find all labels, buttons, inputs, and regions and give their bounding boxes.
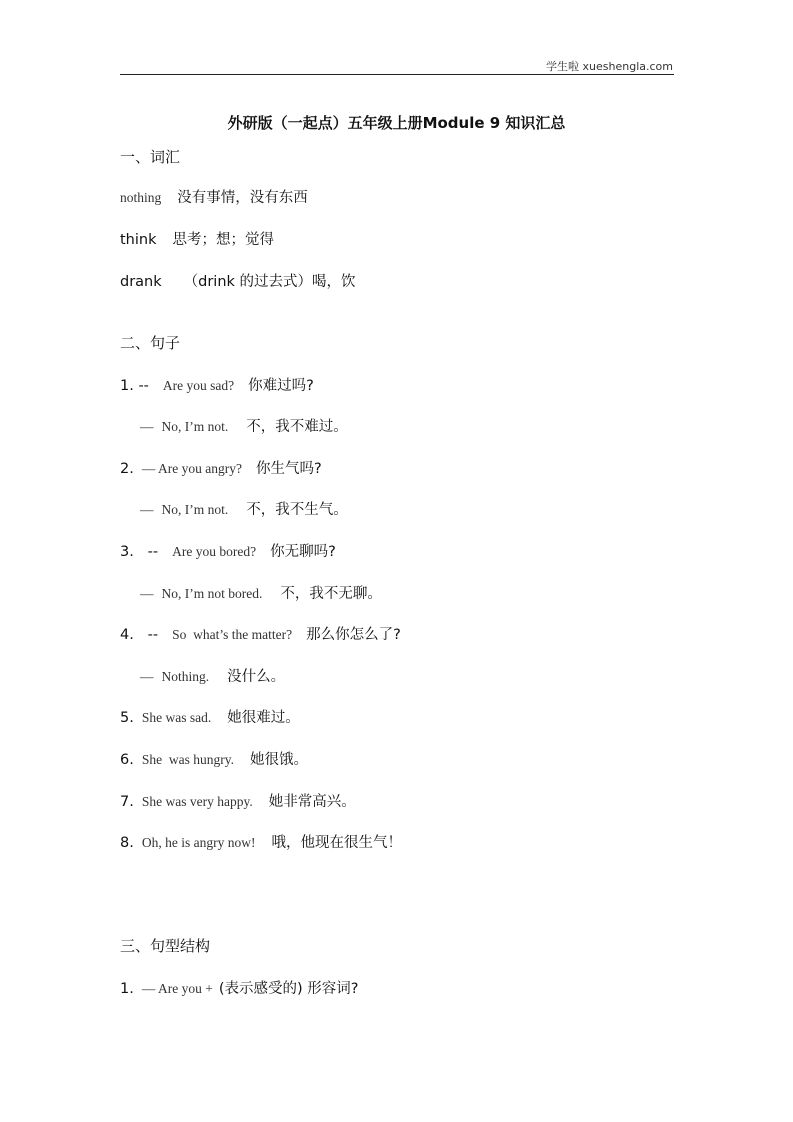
section-heading-patterns: 三、句型结构 bbox=[120, 937, 211, 955]
sentence-english: No, I’m not bored. bbox=[161, 586, 263, 601]
sentence-prefix: — bbox=[140, 586, 154, 601]
vocab-word: drank bbox=[120, 274, 162, 290]
vocab-item bbox=[120, 228, 274, 249]
sentence-prefix: — bbox=[140, 419, 154, 434]
sentence-prefix: — bbox=[140, 669, 154, 684]
sentence-chinese: 她很难过。 bbox=[227, 710, 300, 726]
sentence-chinese: 没什么。 bbox=[227, 669, 286, 685]
sentence-prefix: 6. bbox=[120, 752, 134, 768]
sentence-line bbox=[120, 457, 322, 478]
vocab-meaning: 思考；想；觉得 bbox=[172, 232, 274, 248]
section-heading-sentences: 二、句子 bbox=[120, 334, 181, 352]
sentence-chinese: 你生气吗? bbox=[255, 461, 322, 477]
vocab-word: think bbox=[120, 232, 157, 248]
sentence-chinese: 不，我不生气。 bbox=[246, 502, 348, 518]
sentence-english: No, I’m not. bbox=[161, 419, 229, 434]
vocab-meaning: 没有事情，没有东西 bbox=[177, 190, 308, 206]
sentence-prefix: 2. bbox=[120, 461, 134, 477]
sentence-chinese: 哦，他现在很生气！ bbox=[271, 835, 402, 851]
sentence-chinese: 不，我不难过。 bbox=[246, 419, 348, 435]
sentence-english: Nothing. bbox=[161, 669, 210, 684]
sentence-line bbox=[120, 374, 314, 395]
sentence-line bbox=[120, 748, 308, 769]
sentence-english: Are you bored? bbox=[172, 544, 257, 559]
sentence-chinese: 她非常高兴。 bbox=[268, 794, 356, 810]
vocab-item bbox=[120, 186, 308, 207]
section-heading-vocab: 一、词汇 bbox=[120, 148, 181, 166]
header-site-text: 学生啦 xueshengla.com bbox=[546, 60, 673, 73]
sentence-english: No, I’m not. bbox=[161, 502, 229, 517]
sentence-chinese: 你无聊吗? bbox=[270, 544, 336, 560]
pattern-line bbox=[120, 977, 358, 998]
vocab-item bbox=[120, 270, 356, 291]
sentence-chinese: 你难过吗? bbox=[248, 378, 314, 394]
header-divider bbox=[120, 74, 674, 75]
sentence-line bbox=[140, 415, 348, 436]
sentence-line bbox=[120, 831, 402, 852]
sentence-prefix: 8. bbox=[120, 835, 134, 851]
sentence-chinese: 不，我不无聊。 bbox=[280, 586, 382, 602]
sentence-prefix: 3. -- bbox=[120, 544, 159, 560]
sentence-prefix: 7. bbox=[120, 794, 134, 810]
sentence-line bbox=[120, 790, 356, 811]
sentence-english: So what’s the matter? bbox=[172, 627, 293, 642]
sentence-prefix: — bbox=[140, 502, 154, 517]
pattern-prefix: 1. bbox=[120, 981, 134, 997]
document-title: 外研版（一起点）五年级上册Module 9 知识汇总 bbox=[227, 114, 566, 132]
sentence-english: She was sad. bbox=[141, 710, 212, 725]
sentence-english: — Are you angry? bbox=[141, 461, 242, 476]
vocab-word: nothing bbox=[120, 190, 162, 205]
sentence-line bbox=[140, 665, 285, 686]
sentence-line bbox=[140, 582, 382, 603]
pattern-chinese: (表示感受的) 形容词? bbox=[218, 981, 359, 997]
sentence-line bbox=[120, 706, 300, 727]
pattern-english: — Are you + bbox=[141, 981, 213, 996]
vocab-meaning: （drink 的过去式）喝，饮 bbox=[183, 274, 356, 290]
sentence-line bbox=[140, 498, 348, 519]
sentence-english: Oh, he is angry now! bbox=[141, 835, 256, 850]
sentence-line bbox=[120, 623, 401, 644]
sentence-english: Are you sad? bbox=[162, 378, 235, 393]
sentence-prefix: 5. bbox=[120, 710, 134, 726]
sentence-chinese: 她很饿。 bbox=[249, 752, 308, 768]
sentence-chinese: 那么你怎么了? bbox=[306, 627, 401, 643]
sentence-english: She was very happy. bbox=[141, 794, 253, 809]
sentence-prefix: 1. -- bbox=[120, 378, 149, 394]
sentence-prefix: 4. -- bbox=[120, 627, 159, 643]
sentence-english: She was hungry. bbox=[141, 752, 234, 767]
sentence-line bbox=[120, 540, 336, 561]
